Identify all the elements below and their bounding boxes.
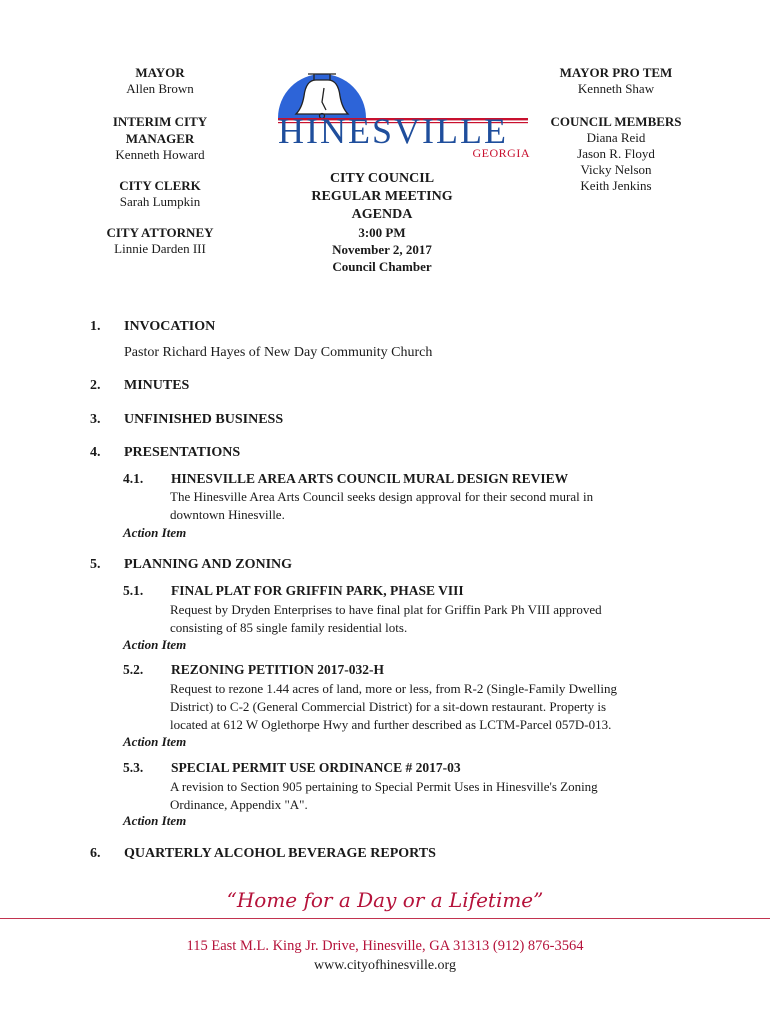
item-title: MINUTES [124,378,190,393]
meeting-location: Council Chamber [332,259,432,274]
description-line: located at 612 W Oglethorpe Hwy and further described as LCTM-Parcel 057D-013. [170,717,612,732]
meeting-date: November 2, 2017 [332,242,432,257]
description-line: consisting of 85 single family residential lots. [170,620,408,635]
item-number: 5. [90,557,101,572]
item-number: 1. [90,319,101,334]
item-title: INVOCATION [124,319,216,334]
mayor-pro-tem-name: Kenneth Shaw [577,81,655,96]
city-attorney-block [80,224,240,257]
council-member: Keith Jenkins [580,178,652,193]
council-member: Vicky Nelson [580,162,652,177]
description-line: downtown Hinesville. [170,507,285,522]
city-manager-role-line2: MANAGER [125,131,195,146]
item-title: PRESENTATIONS [124,445,241,460]
city-manager-name: Kenneth Howard [115,147,205,162]
subitem-4-1-description [170,488,680,524]
city-clerk-name: Sarah Lumpkin [119,194,201,209]
council-members-role: COUNCIL MEMBERS [550,114,682,129]
description-line: Ordinance, Appendix "A". [170,797,308,812]
title-line2: REGULAR MEETING [311,189,453,204]
action-item-label: Action Item [123,637,187,652]
subitem-5-3-description [170,778,680,814]
city-clerk-role: CITY CLERK [119,178,201,193]
description-line: A revision to Section 905 pertaining to Special Permit Uses in Hinesville's Zoning [170,779,598,794]
meeting-title-block [282,170,482,275]
city-attorney-name: Linnie Darden III [114,241,206,256]
officials-right-column [541,64,691,194]
action-item-label: Action Item [123,734,187,749]
council-member: Diana Reid [586,130,646,145]
city-manager-block [80,113,240,163]
action-item-label: Action Item [123,813,187,828]
subitem-title: FINAL PLAT FOR GRIFFIN PARK, PHASE VIII [171,583,464,598]
subitem-5-1-description [170,601,680,637]
city-tagline: “Home for a Day or a Lifetime” [226,888,544,912]
item-number: 2. [90,378,101,393]
subitem-number: 5.3. [123,760,144,775]
item-title: QUARTERLY ALCOHOL BEVERAGE REPORTS [124,846,436,861]
mayor-name: Allen Brown [126,81,194,96]
item-number: 3. [90,412,101,427]
mayor-pro-tem-role: MAYOR PRO TEM [559,65,673,80]
item-number: 6. [90,846,101,861]
city-manager-role-line1: INTERIM CITY [112,114,208,129]
item-title: UNFINISHED BUSINESS [124,412,284,427]
description-line: Request to rezone 1.44 acres of land, more or less, from R-2 (Single-Family Dwelling [170,681,617,696]
description-line: District) to C-2 (General Commercial District) for a sit-down restaurant. Property is [170,699,607,714]
action-item-label: Action Item [123,525,187,540]
footer-divider [0,918,770,919]
mayor-block [80,64,240,97]
subitem-title: REZONING PETITION 2017-032-H [171,662,385,677]
item-number: 4. [90,445,101,460]
city-attorney-role: CITY ATTORNEY [106,225,214,240]
subitem-number: 5.2. [123,662,144,677]
logo-state-name: GEORGIA [472,146,530,160]
officials-left-column [80,64,240,266]
description-line: Request by Dryden Enterprises to have final plat for Griffin Park Ph VIII approved [170,602,602,617]
subitem-title: SPECIAL PERMIT USE ORDINANCE # 2017-03 [171,760,461,775]
city-address: 115 East M.L. King Jr. Drive, Hinesville, GA 31313 (912) 876-3564 [186,938,584,954]
meeting-time: 3:00 PM [358,225,406,240]
subitem-number: 5.1. [123,583,144,598]
description-line: The Hinesville Area Arts Council seeks design approval for their second mural in [170,489,594,504]
subitem-number: 4.1. [123,471,144,486]
title-line3: AGENDA [351,207,413,222]
hinesville-logo [270,66,532,166]
item-title: PLANNING AND ZONING [124,557,293,572]
council-member: Jason R. Floyd [577,146,655,161]
subitem-title: HINESVILLE AREA ARTS COUNCIL MURAL DESIGN REVIEW [171,471,569,486]
invocation-detail: Pastor Richard Hayes of New Day Community Church [124,345,433,360]
city-website-link[interactable]: www.cityofhinesville.org [314,958,456,973]
mayor-role: MAYOR [135,65,185,80]
city-clerk-block [80,177,240,210]
subitem-5-2-description [170,680,680,734]
logo-city-name: HINESVILLE [278,111,508,151]
title-line1: CITY COUNCIL [329,171,435,186]
